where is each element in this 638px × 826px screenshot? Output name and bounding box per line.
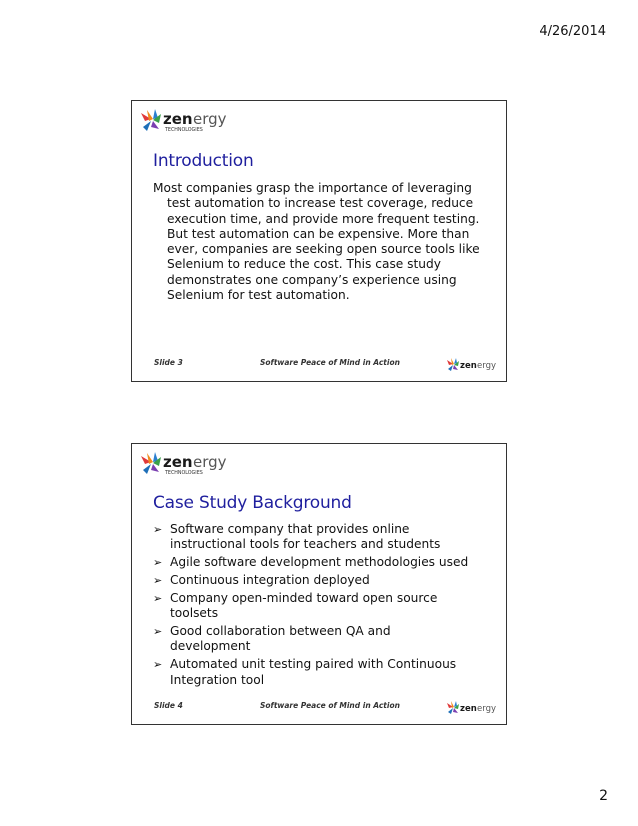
list-item: ➢ Company open-minded toward open source toolsets <box>153 590 438 621</box>
footer-logo <box>446 357 502 373</box>
svg-text:zen: zen <box>163 453 193 471</box>
arrow-bullet-icon: ➢ <box>153 591 163 605</box>
logo-text-ergy: ergy <box>193 110 227 128</box>
print-date: 4/26/2014 <box>539 24 606 39</box>
arrow-bullet-icon: ➢ <box>153 625 163 639</box>
logo-subtitle: TECHNOLOGIES <box>165 128 203 133</box>
svg-text:ergy: ergy <box>477 704 497 714</box>
arrow-bullet-icon: ➢ <box>153 556 163 570</box>
svg-text:TECHNOLOGIES: TECHNOLOGIES <box>165 471 203 476</box>
svg-text:zen: zen <box>460 704 477 714</box>
bullet-list <box>153 522 473 691</box>
logo-mark-icon <box>141 452 161 474</box>
slide-tagline: Software Peace of Mind in Action <box>260 701 400 710</box>
list-item: ➢ Automated unit testing paired with Continuous Integration tool <box>153 657 457 687</box>
slide-number: Slide 4 <box>154 701 183 710</box>
slide-body-paragraph: Most companies grasp the importance of leveraging test automation to increase test coverage, reduce execution time, and provide more frequent testing. But test automation can be expensive. More than ever, companies are seeking open source tools like Selenium to reduce the cost. This case study demonstrates one company’s experience using Selenium for test automation. <box>153 181 480 303</box>
arrow-bullet-icon: ➢ <box>153 658 163 672</box>
footer-logo <box>446 700 502 716</box>
arrow-bullet-icon: ➢ <box>153 574 163 588</box>
zenergy-logo <box>139 450 235 478</box>
svg-text:ergy: ergy <box>193 453 227 471</box>
svg-text:ergy: ergy <box>477 361 497 371</box>
slide-3 <box>131 100 507 382</box>
svg-text:zen: zen <box>460 361 477 371</box>
arrow-bullet-icon: ➢ <box>153 523 163 536</box>
list-item: ➢ Continuous integration deployed <box>153 573 370 588</box>
slide-4 <box>131 443 507 725</box>
list-item: ➢ Software company that provides online instructional tools for teachers and students <box>153 522 441 552</box>
page-number: 2 <box>599 788 608 804</box>
zenergy-logo <box>139 107 235 135</box>
slide-number: Slide 3 <box>154 358 183 367</box>
logo-mark-icon <box>141 109 161 131</box>
list-item: ➢ Agile software development methodologies used <box>153 555 469 570</box>
slide-tagline: Software Peace of Mind in Action <box>260 358 400 367</box>
logo-text-zen: zen <box>163 110 193 128</box>
slide-title: Case Study Background <box>153 493 352 513</box>
slide-title: Introduction <box>153 151 254 171</box>
list-item: ➢ Good collaboration between QA and development <box>153 624 391 654</box>
